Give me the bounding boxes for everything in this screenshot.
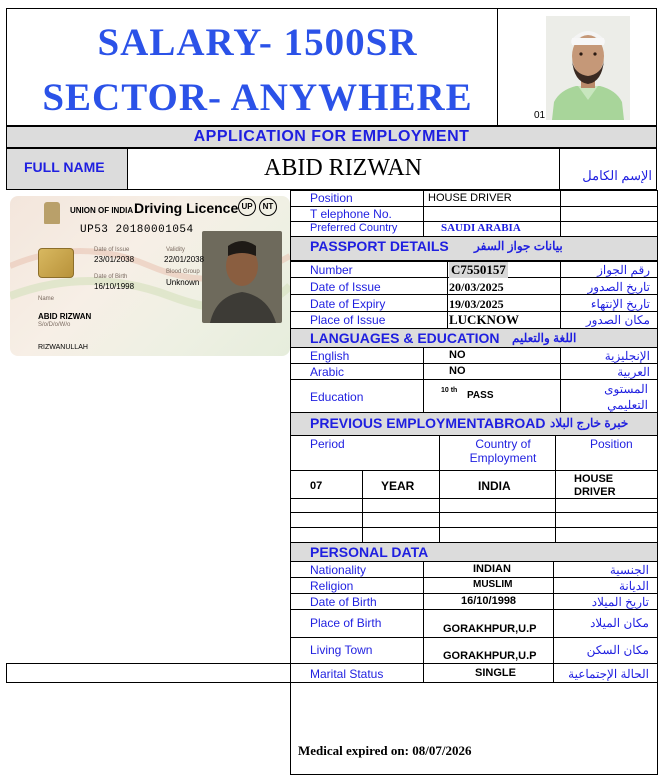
- period-unit: YEAR: [381, 479, 415, 493]
- english-label: English: [310, 349, 350, 363]
- english-value: NO: [449, 349, 466, 361]
- chip-icon: [38, 248, 74, 278]
- applicant-photo: [546, 16, 630, 120]
- form-title: APPLICATION FOR EMPLOYMENT: [193, 128, 470, 145]
- living-town-label: Living Town: [310, 643, 373, 657]
- employment-title: PREVIOUS EMPLOYMENTABROAD: [310, 415, 546, 431]
- employment-country: INDIA: [478, 479, 511, 493]
- education-label: Education: [310, 390, 364, 404]
- marital-status-ar: الحالة الإجتماعية: [568, 667, 649, 681]
- passport-number-ar: رقم الجواز: [597, 263, 650, 277]
- place-of-issue-label: Place of Issue: [310, 313, 386, 327]
- issue-date-label: Date of Issue: [310, 280, 381, 294]
- marital-status-value: SINGLE: [475, 667, 516, 679]
- dob-label: Date of Birth: [94, 274, 128, 280]
- expiry-date-value: 19/03/2025: [449, 297, 504, 311]
- full-name-label-ar: الإسم الكامل: [582, 168, 652, 183]
- relation-name: RIZWANULLAH: [38, 344, 88, 351]
- emblem-icon: [44, 202, 60, 224]
- english-ar: الإنجليزية: [604, 349, 650, 363]
- place-of-issue-ar: مكان الصدور: [585, 313, 650, 327]
- issue-date-ar: تاريخ الصدور: [587, 280, 650, 294]
- arabic-value: NO: [449, 365, 466, 377]
- full-name-value: ABID RIZWAN: [264, 155, 422, 181]
- name-label: Name: [38, 296, 55, 302]
- country-header: Country of Employment: [469, 437, 537, 465]
- badge-nt: NT: [259, 198, 277, 216]
- place-of-birth-label: Place of Birth: [310, 616, 382, 630]
- dob-label: Date of Birth: [310, 595, 377, 609]
- passport-title-ar: بيانات جواز السفر: [474, 239, 563, 253]
- issue-date: 23/01/2038: [94, 255, 135, 264]
- religion-value: MUSLIM: [473, 579, 513, 590]
- personal-title: PERSONAL DATA: [310, 544, 429, 560]
- issue-date-value: 20/03/2025: [449, 280, 504, 294]
- sector-heading: SECTOR- ANYWHERE: [42, 76, 473, 119]
- dob-value: 16/10/1998: [94, 282, 135, 291]
- languages-title-ar: اللغة والتعليم: [512, 331, 577, 345]
- nationality-ar: الجنسية: [609, 563, 649, 577]
- position-header: Position: [590, 437, 633, 451]
- passport-number-label: Number: [310, 263, 353, 277]
- blood-label: Blood Group: [166, 269, 200, 275]
- preferred-country-value: SAUDI ARABIA: [441, 222, 521, 234]
- validity-label: Validity: [166, 247, 185, 253]
- place-of-birth-value: GORAKHPUR,U.P: [443, 623, 537, 635]
- expiry-date-ar: تاريخ الإنتهاء: [590, 297, 650, 311]
- relation-label: S/o/D/o/W/o: [38, 322, 71, 328]
- telephone-label: T elephone No.: [310, 207, 392, 221]
- issue-label: Date of Issue: [94, 247, 130, 253]
- full-name-label: FULL NAME: [24, 159, 105, 175]
- languages-title: LANGUAGES & EDUCATION: [310, 330, 500, 346]
- education-grade: 10 th: [441, 387, 458, 394]
- driving-licence-card: [10, 196, 290, 356]
- salary-heading: SALARY- 1500SR: [97, 21, 418, 64]
- position-value: HOUSE DRIVER: [428, 192, 512, 204]
- religion-ar: الديانة: [618, 579, 649, 593]
- living-town-value: GORAKHPUR,U.P: [443, 650, 537, 662]
- badge-up: UP: [238, 198, 256, 216]
- expiry-date-label: Date of Expiry: [310, 297, 386, 311]
- validity-date: 22/01/2038: [164, 255, 205, 264]
- period-number: 07: [310, 480, 323, 492]
- passport-title: PASSPORT DETAILS: [310, 238, 449, 254]
- medical-expiry: Medical expired on: 08/07/2026: [298, 743, 472, 758]
- preferred-country-label: Preferred Country: [310, 222, 398, 234]
- religion-label: Religion: [310, 579, 354, 593]
- holder-name: ABID RIZWAN: [38, 312, 92, 321]
- arabic-ar: العربية: [617, 365, 650, 379]
- employment-title-ar: خبرة خارج البلاد: [550, 416, 629, 430]
- place-of-issue-value: LUCKNOW: [449, 312, 520, 327]
- living-town-ar: مكان السكن: [586, 643, 649, 657]
- licence-country: UNION OF INDIA: [70, 206, 134, 215]
- arabic-label: Arabic: [310, 365, 345, 379]
- photo-number: 01: [534, 110, 546, 121]
- marital-status-label: Marital Status: [310, 667, 384, 681]
- nationality-value: INDIAN: [473, 563, 511, 575]
- education-value: PASS: [467, 390, 494, 401]
- dob-ar: تاريخ الميلاد: [591, 595, 649, 609]
- employment-position: HOUSE DRIVER: [574, 473, 616, 498]
- nationality-label: Nationality: [310, 563, 367, 577]
- licence-title: Driving Licence: [134, 200, 239, 216]
- licence-number: UP53 20180001054: [80, 224, 194, 236]
- education-ar: المستوى التعليمي: [604, 382, 648, 412]
- period-header: Period: [310, 437, 345, 451]
- position-label: Position: [310, 191, 353, 205]
- place-of-birth-ar: مكان الميلاد: [590, 616, 649, 630]
- passport-number-value: C7550157: [451, 262, 506, 277]
- blood-value: Unknown: [166, 278, 200, 287]
- dob-value: 16/10/1998: [461, 595, 517, 607]
